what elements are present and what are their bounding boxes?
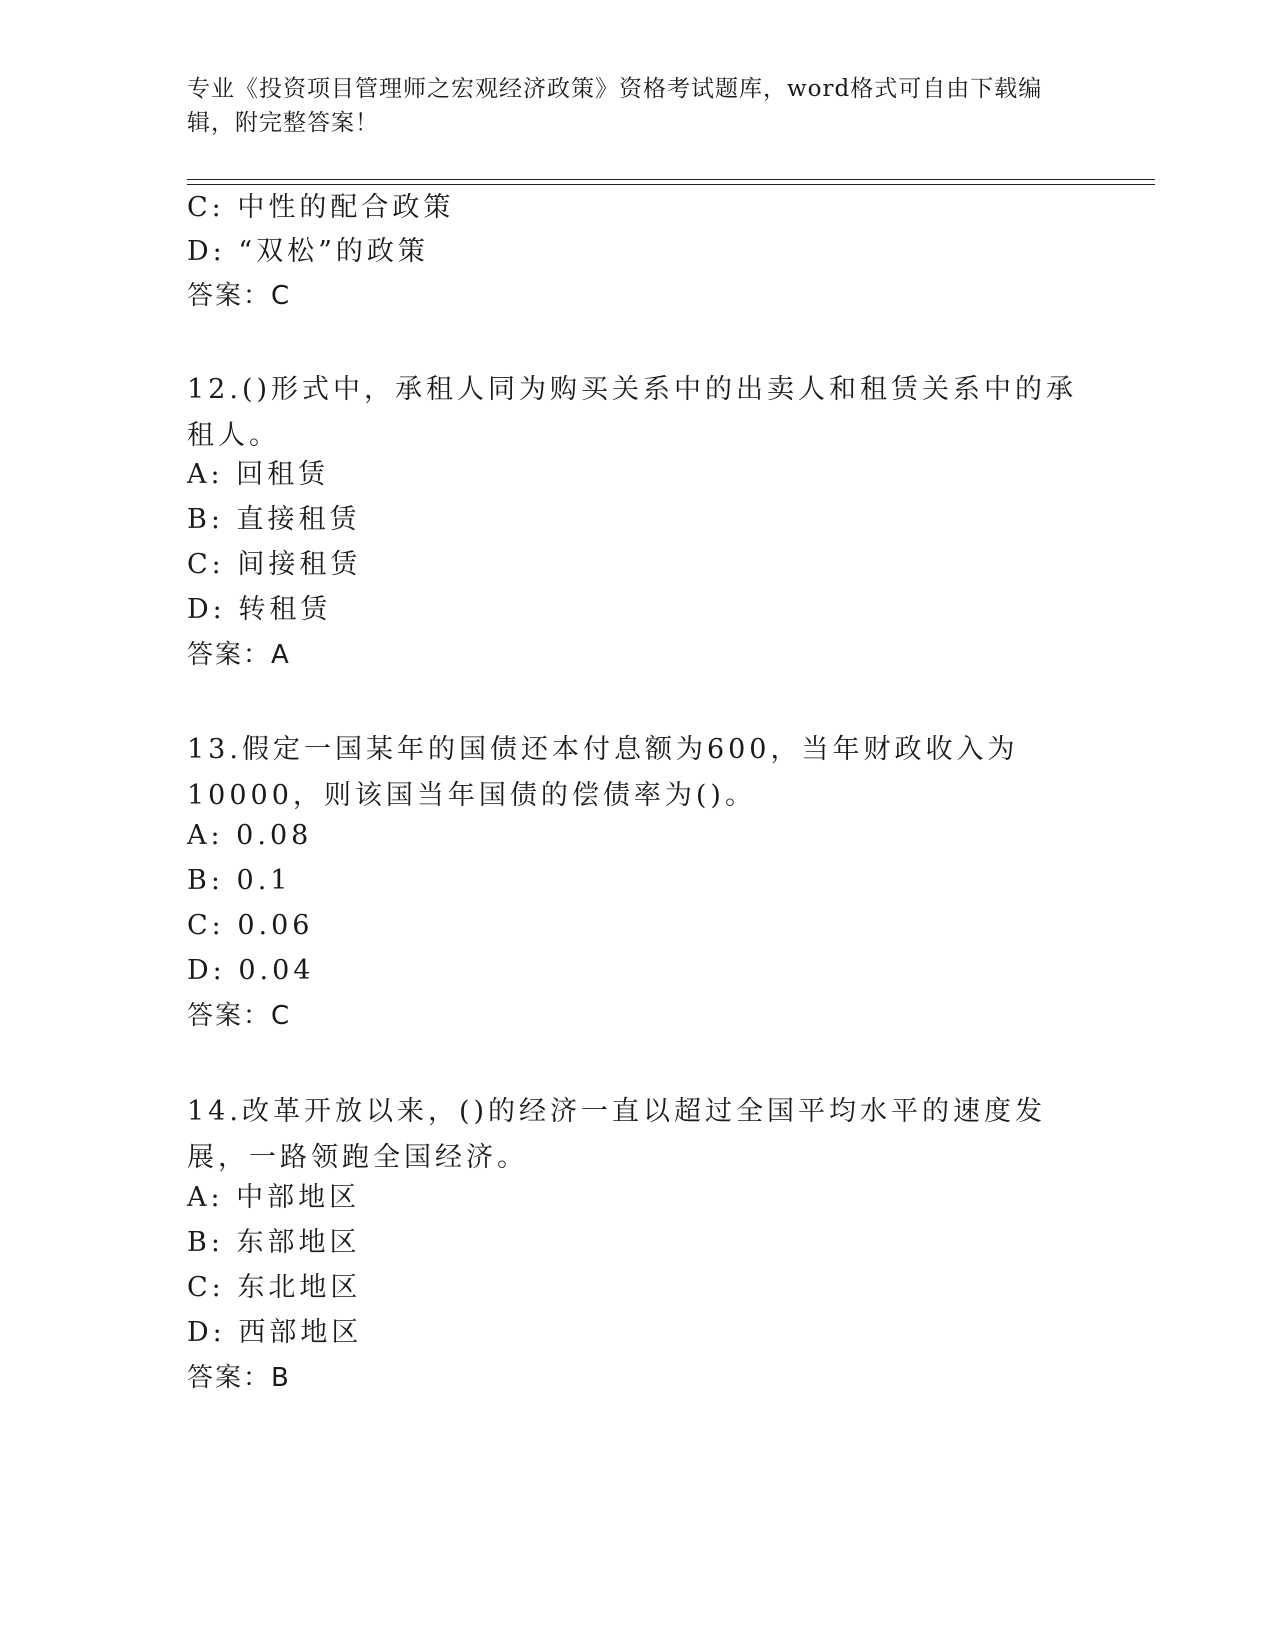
q12-option-b: B: 直接租赁 (187, 504, 361, 535)
q14-answer: 答案：B (187, 1363, 291, 1393)
q12-option-c: C: 间接租赁 (187, 549, 362, 580)
header-divider-top (187, 179, 1155, 180)
q12-option-d: D: 转租赁 (187, 594, 332, 625)
q12-answer: 答案：A (187, 640, 291, 670)
q12-option-a: A: 回租赁 (187, 459, 330, 490)
q14-option-a: A: 中部地区 (187, 1182, 361, 1213)
q13-option-a: A: 0.08 (187, 820, 313, 851)
q11-option-c: C: 中性的配合政策 (187, 192, 455, 223)
q11-option-d: D: “双松”的政策 (187, 236, 429, 267)
q14-stem: 14.改革开放以来，()的经济一直以超过全国平均水平的速度发展，一路领跑全国经济。 (187, 1096, 1047, 1173)
q13-option-d: D: 0.04 (187, 955, 315, 986)
q13-option-b: B: 0.1 (187, 865, 292, 896)
q11-answer: 答案：C (187, 281, 292, 311)
q14-option-c: C: 东北地区 (187, 1272, 362, 1303)
q13-option-c: C: 0.06 (187, 910, 314, 941)
header-divider-bottom (187, 184, 1155, 185)
q13-stem: 13.假定一国某年的国债还本付息额为600，当年财政收入为10000，则该国当年国债的偿债率为()。 (187, 734, 1019, 811)
q14-option-d: D: 西部地区 (187, 1317, 363, 1348)
q14-option-b: B: 东部地区 (187, 1227, 361, 1258)
q12-stem: 12.()形式中，承租人同为购买关系中的出卖人和租赁关系中的承租人。 (187, 374, 1078, 451)
q13-answer: 答案：C (187, 1001, 292, 1031)
header-note: 专业《投资项目管理师之宏观经济政策》资格考试题库，word格式可自由下载编辑，附完整答案！ (187, 76, 1043, 136)
